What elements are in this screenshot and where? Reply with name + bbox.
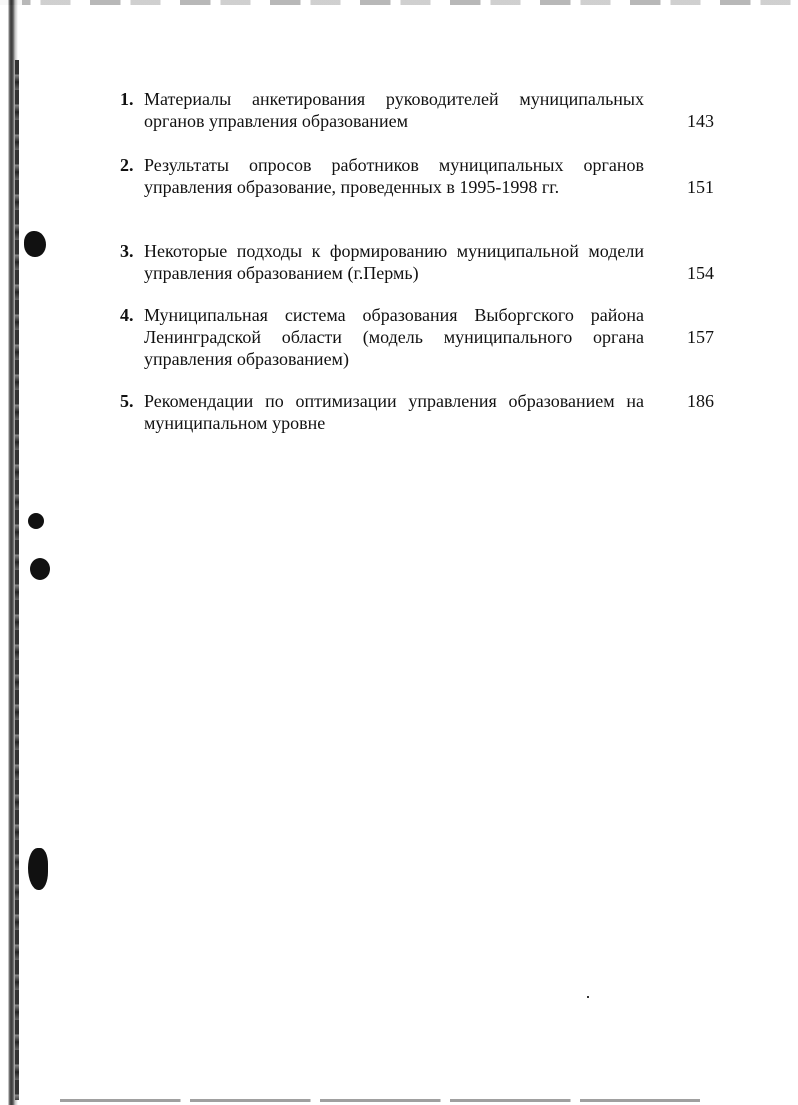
toc-entry-page: 154 (687, 263, 714, 283)
toc-entry-number: 3. (120, 241, 134, 261)
punch-hole-mark (24, 231, 46, 257)
toc-entry-page: 186 (687, 391, 714, 411)
toc-entry (114, 304, 718, 370)
toc-entry-line: Материалы анкетирования руководителей муниципальных (144, 89, 644, 109)
toc-entry-number: 1. (120, 89, 134, 109)
toc-entry-line: муниципальном уровне (144, 413, 326, 433)
scan-left-edge-binding (15, 60, 19, 1100)
toc-entry-title (144, 88, 644, 132)
toc-entry-title (144, 304, 644, 370)
toc-entry-line: органов управления образованием (144, 111, 408, 131)
toc-entry (114, 154, 718, 198)
punch-hole-mark (30, 558, 50, 580)
toc-entry-number: 2. (120, 155, 134, 175)
toc-entry-title (144, 154, 644, 198)
toc-entry-line: Муниципальная система образования Выборгского района (144, 305, 644, 325)
toc-entry-page: 157 (687, 327, 714, 347)
toc-entry-title (144, 390, 644, 434)
table-of-contents (114, 88, 718, 456)
toc-entry-line: Рекомендации по оптимизации управления образованием на (144, 391, 644, 411)
toc-entry-line: Ленинградской области (модель муниципального органа (144, 327, 644, 347)
punch-hole-mark (28, 513, 44, 529)
toc-entry-number: 4. (120, 305, 134, 325)
toc-entry-line: управления образованием (г.Пермь) (144, 263, 419, 283)
toc-entry (114, 390, 718, 434)
toc-entry-title (144, 240, 644, 284)
scan-speck (587, 996, 589, 998)
toc-entry-line: управления образованием) (144, 349, 349, 369)
toc-entry-page: 151 (687, 177, 714, 197)
toc-entry-page: 143 (687, 111, 714, 131)
toc-entry (114, 240, 718, 284)
toc-entry-line: управления образование, проведенных в 1995-1998 гг. (144, 177, 560, 197)
toc-entry-line: Результаты опросов работников муниципальных органов (144, 155, 644, 175)
scan-bottom-edge (60, 1099, 700, 1102)
scan-top-edge (0, 0, 798, 5)
toc-entry (114, 88, 718, 132)
toc-entry-number: 5. (120, 391, 134, 411)
punch-hole-mark (28, 848, 48, 890)
toc-entry-line: Некоторые подходы к формированию муниципальной модели (144, 241, 644, 261)
